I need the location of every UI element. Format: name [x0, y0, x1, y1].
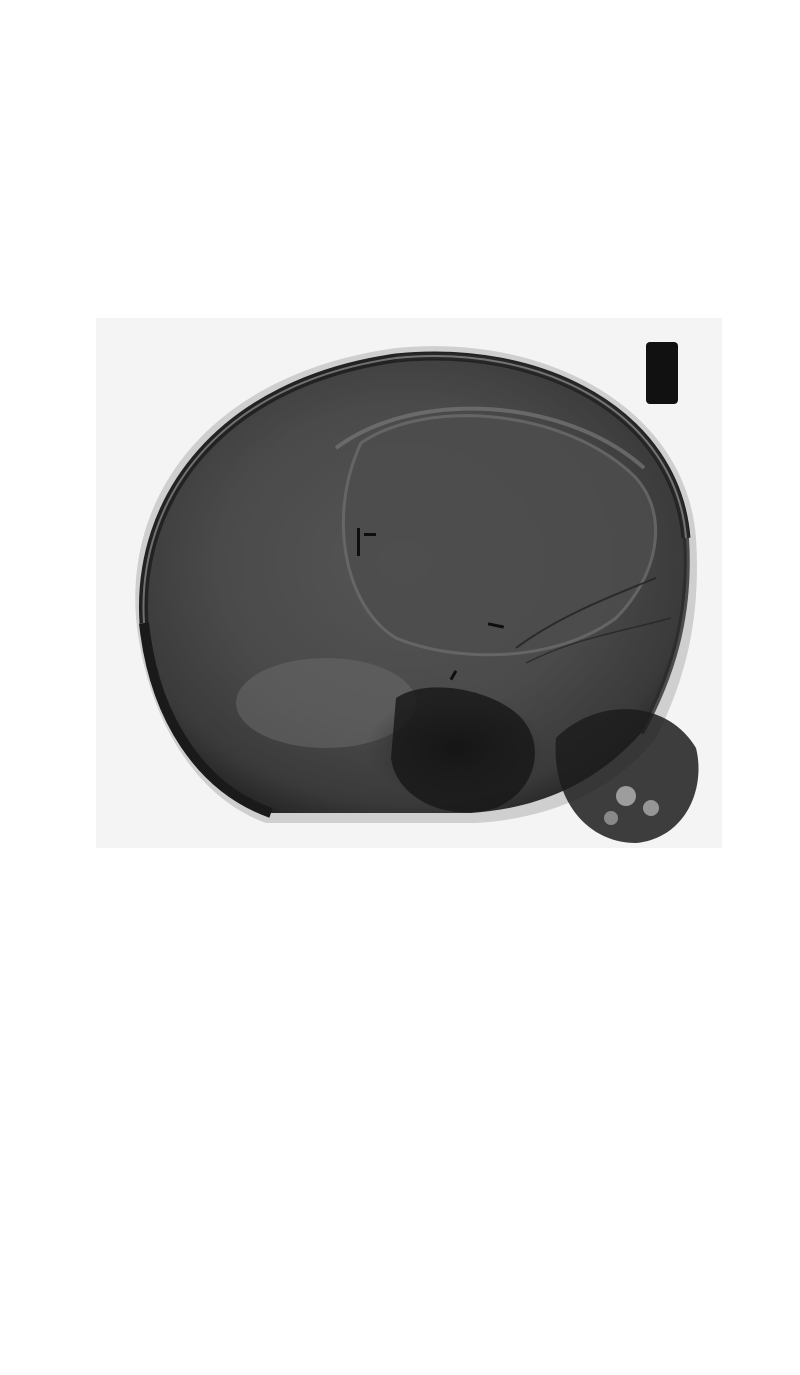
- skull-radiograph-figure: [96, 318, 722, 848]
- skull-radiograph-image: [96, 318, 722, 848]
